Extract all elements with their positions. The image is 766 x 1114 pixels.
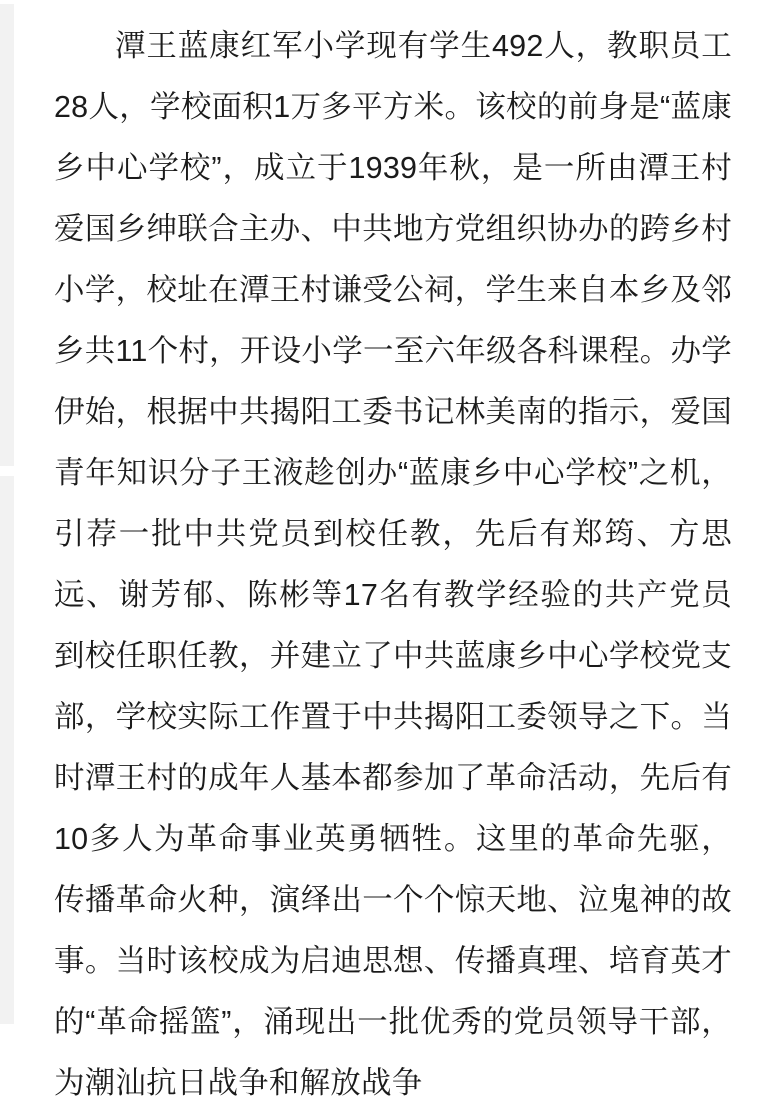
body-paragraph: 潭王蓝康红军小学现有学生492人，教职员工28人，学校面积1万多平方米。该校的前身是“蓝康乡中心学校”，成立于1939年秋，是一所由潭王村爱国乡绅联合主办、中共地方党组织协办的跨乡村小学，校址在潭王村谦受公祠，学生来自本乡及邻乡共11个村，开设小学一至六年级各科课程。办学伊始，根据中共揭阳工委书记林美南的指示，爱国青年知识分子王液趁创办“蓝康乡中心学校”之机，引荐一批中共党员到校任教，先后有郑筠、方思远、谢芳郁、陈彬等17名有教学经验的共产党员到校任职任教，并建立了中共蓝康乡中心学校党支部，学校实际工作置于中共揭阳工委领导之下。当时潭王村的成年人基本都参加了革命活动，先后有10多人为革命事业英勇牺牲。这里的革命先驱，传播革命火种，演绎出一个个惊天地、泣鬼神的故事。当时该校成为启迪思想、传播真理、培育英才的“革命摇篮”，涌现出一批优秀的党员领导干部，为潮汕抗日战争和解放战争	[54, 29, 732, 1100]
gutter-seam-middle	[0, 466, 14, 476]
article-body	[14, 0, 766, 1100]
page-gutter	[0, 0, 14, 1024]
gutter-seam-top	[0, 0, 14, 4]
